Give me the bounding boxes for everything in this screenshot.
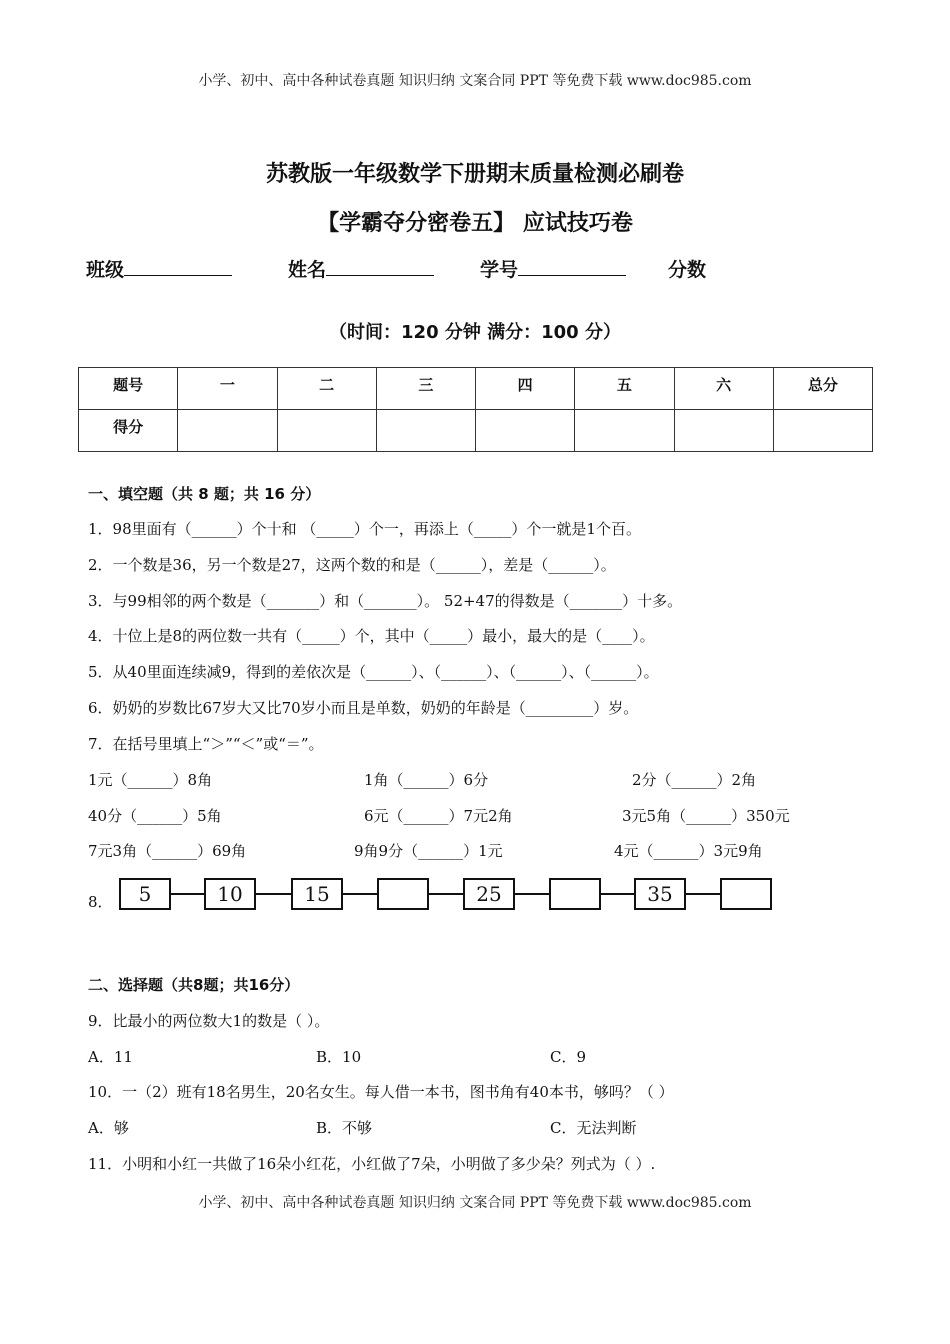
question-8-label: 8．: [88, 893, 113, 911]
exam-subtitle: 【学霸夺分密卷五】 应试技巧卷: [317, 211, 633, 236]
score-header-cell: 六: [674, 368, 773, 410]
name-label: 姓名: [288, 259, 327, 281]
section2-heading: 二、选择题（共8题；共16分）: [88, 976, 300, 994]
score-header-cell: 五: [575, 368, 674, 410]
sequence-box: 35: [634, 878, 686, 910]
chain-connector: [256, 893, 291, 895]
sequence-box: 15: [291, 878, 343, 910]
sequence-blank-box[interactable]: [549, 878, 601, 910]
score-cell[interactable]: [773, 410, 872, 452]
compare-item: 7元3角（______）69角: [88, 842, 247, 860]
question-7: 7．在括号里填上“＞”“＜”或“＝”。: [88, 735, 324, 753]
exam-title: 苏教版一年级数学下册期末质量检测必刷卷: [265, 162, 684, 187]
score-table: [78, 367, 873, 452]
question-6: 6．奶奶的岁数比67岁大又比70岁小而且是单数，奶奶的年龄是（_________）岁。: [88, 699, 639, 717]
score-cell[interactable]: [575, 410, 674, 452]
compare-item: 9角9分（______）1元: [354, 842, 503, 860]
score-cell[interactable]: [178, 410, 277, 452]
chain-connector: [171, 893, 204, 895]
id-field: [480, 255, 626, 282]
score-cell[interactable]: [674, 410, 773, 452]
compare-item: 40分（______）5角: [88, 807, 222, 825]
sequence-box: 5: [119, 878, 171, 910]
id-blank[interactable]: [518, 257, 626, 276]
sequence-box: 10: [204, 878, 256, 910]
chain-connector: [429, 893, 463, 895]
question-9: 9．比最小的两位数大1的数是（ ）。: [88, 1012, 330, 1030]
compare-item: 2分（______）2角: [632, 771, 757, 789]
score-table-score-row: [79, 410, 873, 452]
chain-connector: [601, 893, 634, 895]
chain-connector: [515, 893, 549, 895]
time-line: （时间：120 分钟 满分：100 分）: [329, 322, 621, 343]
chain-connector: [343, 893, 377, 895]
compare-item: 3元5角（______）350元: [622, 807, 790, 825]
class-label: 班级: [86, 259, 125, 281]
page-header: 小学、初中、高中各种试卷真题 知识归纳 文案合同 PPT 等免费下载 www.doc985.com: [198, 73, 752, 89]
score-header-cell: 总分: [773, 368, 872, 410]
id-label: 学号: [480, 259, 519, 281]
name-blank[interactable]: [326, 257, 434, 276]
question-2: 2．一个数是36，另一个数是27，这两个数的和是（______），差是（______）。: [88, 556, 616, 574]
sequence-blank-box[interactable]: [377, 878, 429, 910]
score-field: [668, 255, 706, 282]
question-11: 11．小明和小红一共做了16朵小红花，小红做了7朵，小明做了多少朵？列式为（ ）.: [88, 1155, 656, 1173]
sequence-blank-box[interactable]: [720, 878, 772, 910]
score-cell[interactable]: [277, 410, 376, 452]
score-header-cell: 一: [178, 368, 277, 410]
option-c[interactable]: C．无法判断: [550, 1119, 637, 1137]
compare-item: 1元（______）8角: [88, 771, 213, 789]
option-b[interactable]: B．10: [316, 1048, 362, 1066]
name-field: [288, 255, 434, 282]
option-c[interactable]: C．9: [550, 1048, 587, 1066]
compare-item: 4元（______）3元9角: [614, 842, 763, 860]
score-label: 分数: [668, 259, 707, 281]
compare-item: 1角（______）6分: [364, 771, 489, 789]
section1-heading: 一、填空题（共 8 题；共 16 分）: [88, 485, 321, 503]
class-field: [86, 255, 232, 282]
sequence-box: 25: [463, 878, 515, 910]
score-row-label: 得分: [79, 410, 178, 452]
question-1: 1．98里面有（______）个十和 （_____）个一，再添上（_____）个一就是1个百。: [88, 520, 641, 538]
score-cell[interactable]: [476, 410, 575, 452]
score-cell[interactable]: [376, 410, 475, 452]
chain-connector: [686, 893, 720, 895]
option-a[interactable]: A．11: [88, 1048, 133, 1066]
page-footer: 小学、初中、高中各种试卷真题 知识归纳 文案合同 PPT 等免费下载 www.doc985.com: [198, 1195, 752, 1211]
question-5: 5．从40里面连续减9，得到的差依次是（______）、（______）、（______）、（______）。: [88, 663, 659, 681]
option-a[interactable]: A．够: [88, 1119, 129, 1137]
score-header-cell: 三: [376, 368, 475, 410]
score-table-header-row: [79, 368, 873, 410]
compare-item: 6元（______）7元2角: [364, 807, 513, 825]
class-blank[interactable]: [124, 257, 232, 276]
question-4: 4．十位上是8的两位数一共有（_____）个，其中（_____）最小，最大的是（____）。: [88, 627, 655, 645]
option-b[interactable]: B．不够: [316, 1119, 373, 1137]
score-header-cell: 四: [476, 368, 575, 410]
score-header-cell: 题号: [79, 368, 178, 410]
question-3: 3．与99相邻的两个数是（_______）和（_______）。 52+47的得数是（_______）十多。: [88, 592, 683, 610]
question-10: 10．一（2）班有18名男生，20名女生。每人借一本书，图书角有40本书，够吗？（ ）: [88, 1083, 674, 1101]
score-header-cell: 二: [277, 368, 376, 410]
